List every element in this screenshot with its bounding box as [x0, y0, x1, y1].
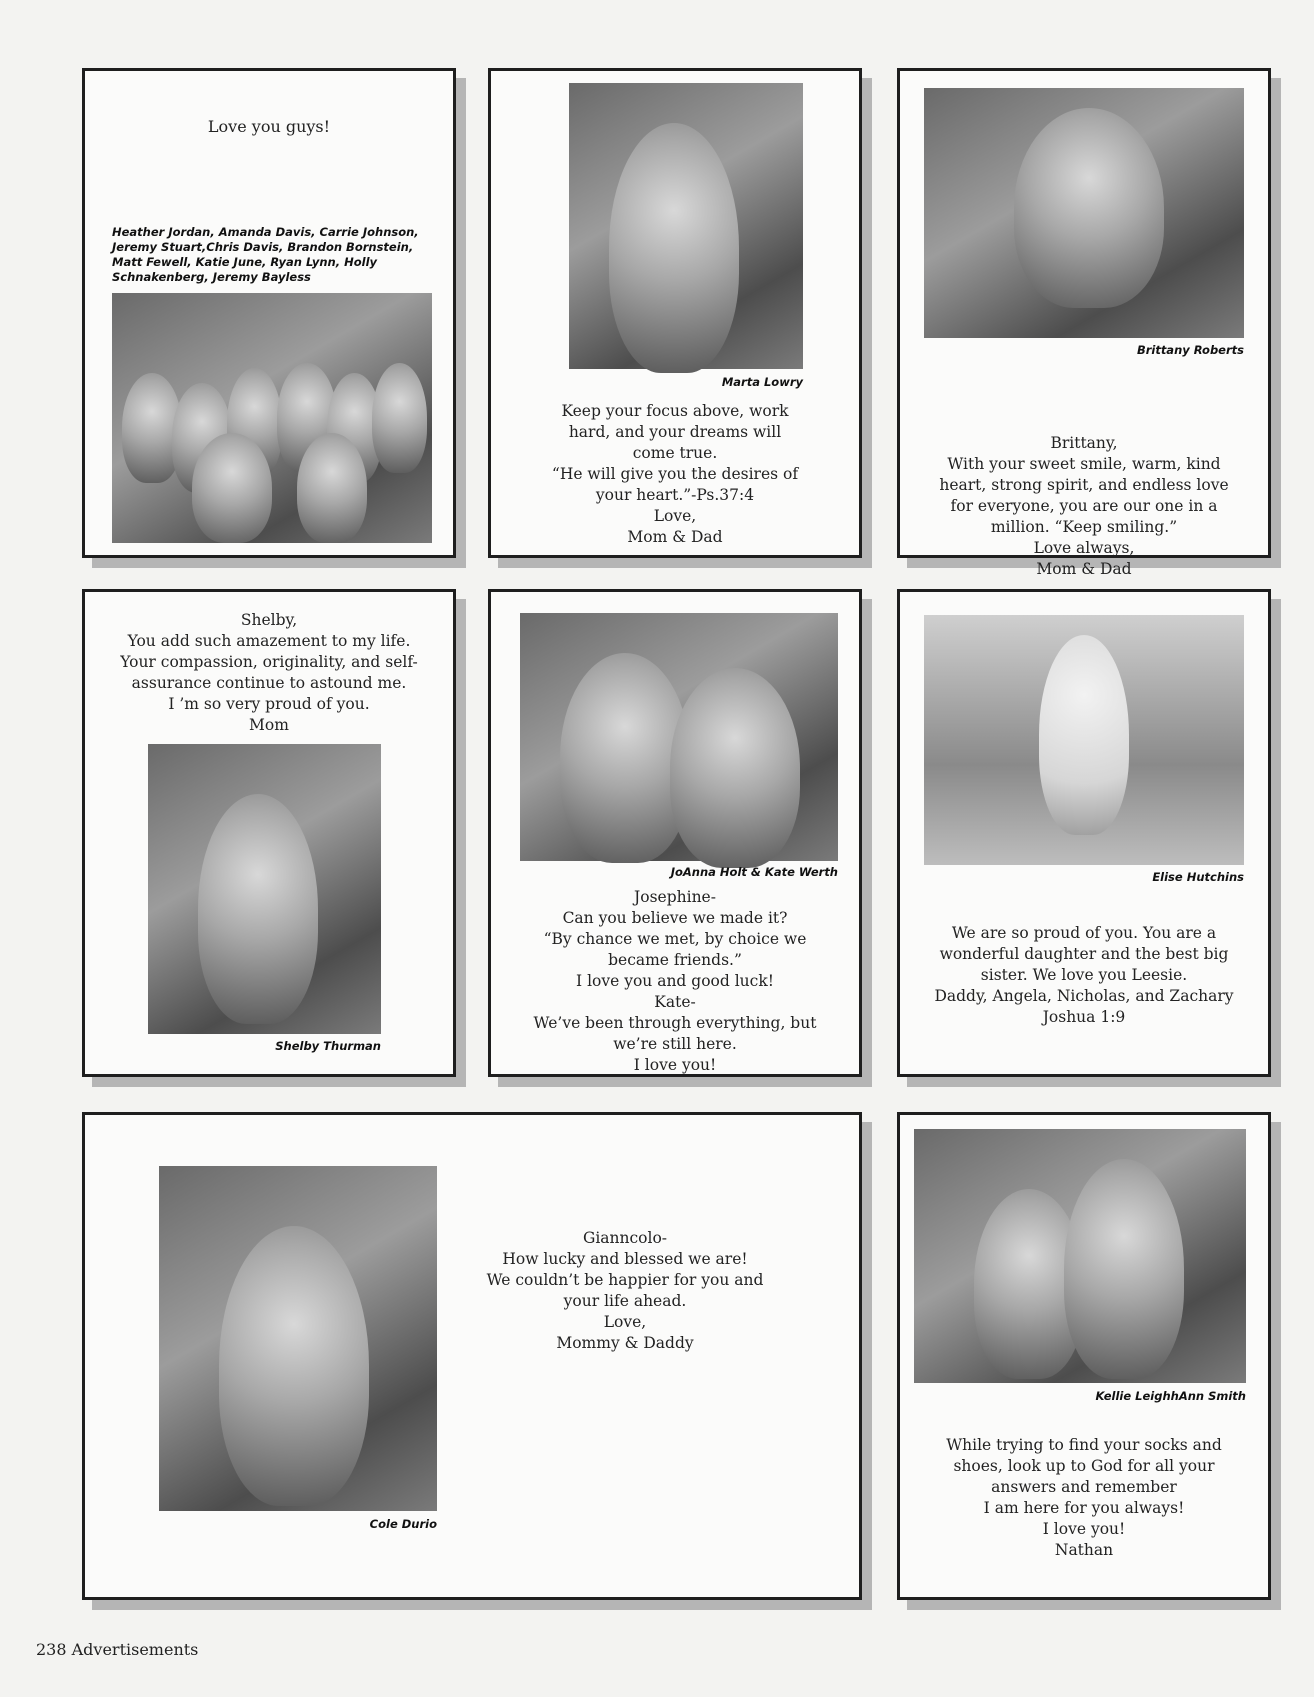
group-photo	[112, 293, 432, 543]
ad-message: We are so proud of you. You are a wonderful daughter and the best big sister. We love you Leesie. Daddy, Angela, Nicholas, and Zachary Joshua 1:9	[934, 924, 1234, 1026]
kellie-smith-photo	[914, 1129, 1246, 1383]
joanna-kate-photo	[520, 613, 838, 861]
page-folio: 238 Advertisements	[36, 1640, 199, 1659]
ad-friends	[82, 68, 456, 558]
photo-caption: Brittany Roberts	[1136, 343, 1244, 357]
ad-message: Josephine- Can you believe we made it? “By chance we met, by choice we became friends.” I love you and good luck! Kate- We’ve been through everything, but we’re still here. I love you!	[533, 888, 817, 1074]
photo-caption: Cole Durio	[369, 1517, 437, 1531]
brittany-roberts-photo	[924, 88, 1244, 338]
ad-message: While trying to find your socks and shoes, look up to God for all your answers and remember I am here for you always! I love you! Nathan	[946, 1436, 1222, 1559]
ad-elise-hutchins	[897, 589, 1271, 1077]
ad-message: Brittany, With your sweet smile, warm, kind heart, strong spirit, and endless love for everyone, you are our one in a million. “Keep smiling.” Love always, Mom & Dad	[939, 434, 1229, 578]
photo-caption: Kellie LeighhAnn Smith	[1095, 1389, 1246, 1403]
photo-caption: Shelby Thurman	[275, 1039, 381, 1053]
elise-hutchins-photo	[924, 615, 1244, 865]
ad-shelby-thurman	[82, 589, 456, 1077]
group-names: Heather Jordan, Amanda Davis, Carrie Johnson, Jeremy Stuart,Chris Davis, Brandon Bornstein, Matt Fewell, Katie June, Ryan Lynn, Holly Schnakenberg, Jeremy Bayless	[112, 225, 419, 284]
ad-joanna-holt-kate-werth	[488, 589, 862, 1077]
ad-cole-durio	[82, 1112, 862, 1600]
photo-caption: JoAnna Holt & Kate Werth	[670, 865, 838, 879]
cole-durio-photo	[159, 1166, 437, 1511]
ad-heading: Love you guys!	[207, 117, 331, 136]
shelby-thurman-photo	[148, 744, 381, 1034]
ad-brittany-roberts	[897, 68, 1271, 578]
ad-message: Shelby, You add such amazement to my life. Your compassion, originality, and self- assurance continue to astound me. I ’m so very proud of you. Mom	[120, 611, 418, 734]
ad-message: Gianncolo- How lucky and blessed we are! We couldn’t be happier for you and your life ahead. Love, Mommy & Daddy	[486, 1229, 764, 1352]
ad-kellie-leighhann-smith	[897, 1112, 1271, 1600]
photo-caption: Marta Lowry	[721, 375, 803, 389]
photo-caption: Elise Hutchins	[1152, 870, 1244, 884]
marta-lowry-photo	[569, 83, 803, 369]
ad-message: Keep your focus above, work hard, and your dreams will come true. “He will give you the desires of your heart.”-Ps.37:4 Love, Mom & Dad	[551, 402, 799, 546]
ad-marta-lowry	[488, 68, 862, 558]
